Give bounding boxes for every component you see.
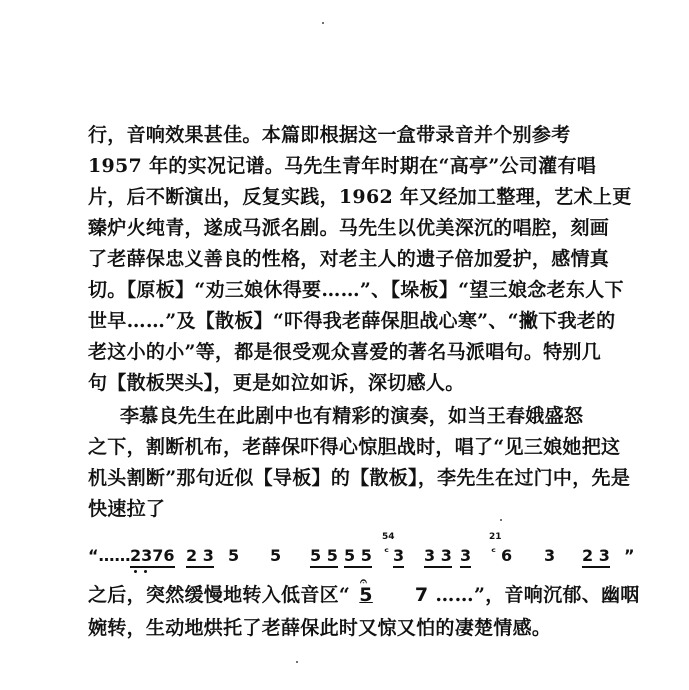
paragraph-line: 1957 年的实况记谱。马先生青年时期在“高亭”公司灌有唱 — [88, 155, 597, 177]
note-group: 2376 — [130, 546, 175, 568]
paragraph-line: 片，后不断演出，反复实践，1962 年又经加工整理，艺术上更 — [88, 186, 632, 208]
low-octave-dot — [134, 570, 137, 573]
glide-mark: ᶜ — [384, 545, 389, 559]
fermata-note — [357, 574, 375, 610]
paragraph-line: 臻炉火纯青，遂成马派名剧。马先生以优美深沉的唱腔，刻画 — [88, 217, 610, 239]
note: 5 — [359, 584, 373, 606]
note: 5 — [228, 546, 240, 565]
note: 3 — [393, 546, 404, 568]
paragraph-line: 行，音响效果甚佳。本篇即根据这一盒带录音并个别参考 — [88, 124, 571, 146]
note: 5 — [270, 546, 282, 565]
paragraph-line: 李慕良先生在此剧中也有精彩的演奏，如当王春娥盛怒 — [120, 405, 584, 427]
paragraph-line: 世早……”及【散板】“吓得我老薛保胆战心寒”、“撇下我老的 — [88, 310, 616, 332]
note-group: 5 5 — [310, 546, 338, 568]
grace-notes: 54 — [382, 532, 395, 542]
paragraph-line: 句【散板哭头】，更是如泣如诉，深切感人。 — [88, 372, 465, 394]
paragraph-line: 快速拉了 — [88, 498, 166, 520]
jianpu-notation-line — [88, 532, 633, 572]
note-group: 2 3 — [186, 546, 214, 568]
paragraph-line: 之下，割断机布，老薛保吓得心惊胆战时，唱了“见三娘她把这 — [88, 436, 621, 458]
close-quote: ” — [624, 546, 635, 565]
scan-speck — [500, 519, 502, 521]
text-run: 之后，突然缓慢地转入低音区“ — [88, 584, 351, 606]
grace-notes: 21 — [489, 532, 502, 542]
note: 7 — [414, 584, 429, 606]
paragraph-line: 了老薛保忠义善良的性格，对老主人的遗子倍加爱护，感情真 — [88, 248, 610, 270]
paragraph-line — [88, 574, 640, 610]
note-group: 2 3 — [582, 546, 610, 568]
note: 3 — [544, 546, 556, 565]
text-run: ……”，音响沉郁、幽咽 — [435, 584, 640, 606]
fermata-icon: 𝄐 — [360, 574, 368, 588]
scan-speck — [322, 22, 324, 24]
paragraph-line: 切。【原板】“劝三娘休得要……”、【垛板】“望三娘念老东人下 — [88, 279, 624, 301]
paragraph-line: 老这小的小”等，都是很受观众喜爱的著名马派唱句。特别几 — [88, 341, 602, 363]
open-quote: “…… — [88, 546, 131, 565]
note: 6 — [501, 546, 513, 565]
note-group: 3 3 — [424, 546, 452, 568]
paragraph-line: 婉转，生动地烘托了老薛保此时又惊又怕的凄楚情感。 — [88, 617, 552, 639]
note: 3 — [460, 546, 471, 568]
paragraph-line: 机头割断”那句近似【导板】的【散板】，李先生在过门中，先是 — [88, 467, 631, 489]
note-group: 5 5 — [344, 546, 372, 568]
low-octave-dot — [144, 570, 147, 573]
glide-mark: ᶜ — [491, 545, 496, 559]
scan-speck — [296, 661, 298, 663]
